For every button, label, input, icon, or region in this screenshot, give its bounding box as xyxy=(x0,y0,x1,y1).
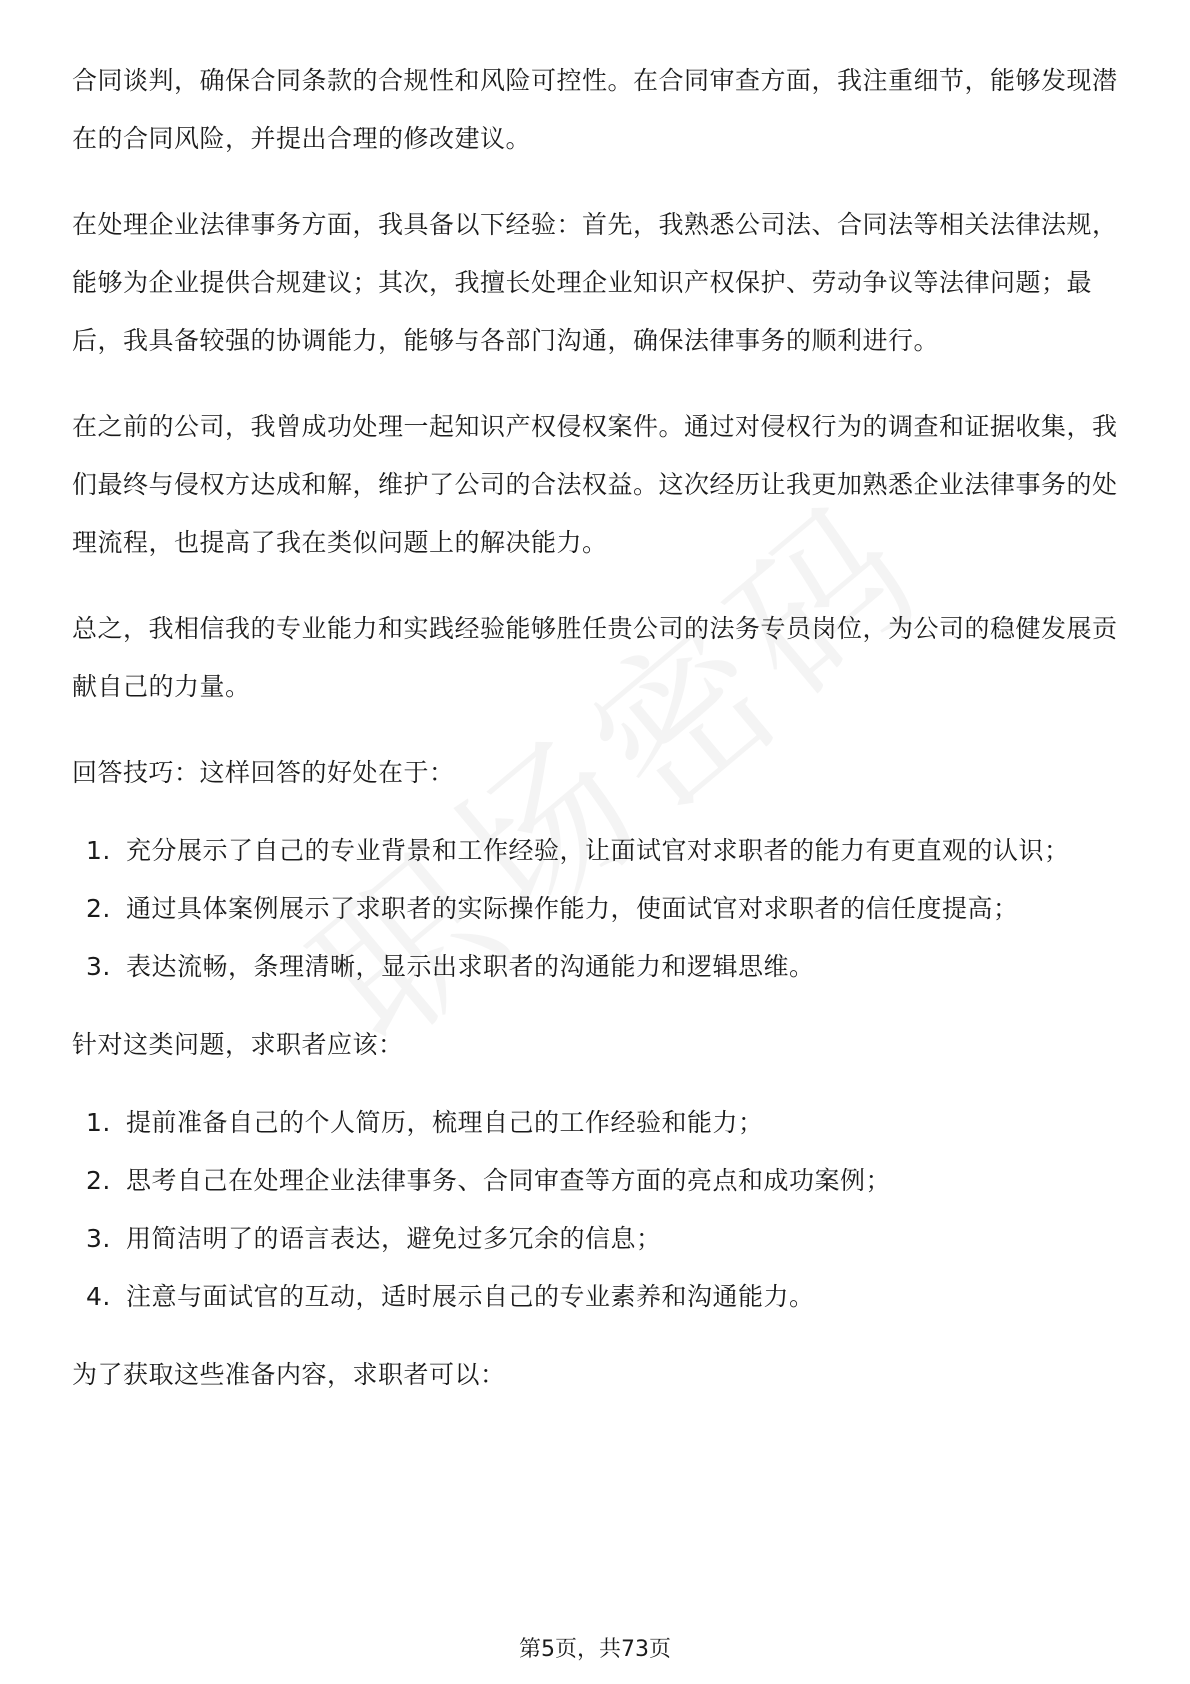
list-number: 4. xyxy=(86,1282,111,1311)
list-number: 3. xyxy=(86,952,111,981)
list-item xyxy=(72,1094,1118,1152)
tips-list xyxy=(72,822,1118,996)
closing-heading: 为了获取这些准备内容，求职者可以： xyxy=(72,1360,506,1389)
list-number: 3. xyxy=(86,1224,111,1253)
tips-heading: 回答技巧：这样回答的好处在于： xyxy=(72,758,455,787)
list-item xyxy=(72,938,1118,996)
paragraph: 合同谈判，确保合同条款的合规性和风险可控性。在合同审查方面，我注重细节，能够发现潜在的合同风险，并提出合理的修改建议。 xyxy=(72,66,1118,153)
paragraph: 在处理企业法律事务方面，我具备以下经验：首先，我熟悉公司法、合同法等相关法律法规，能够为企业提供合规建议；其次，我擅长处理企业知识产权保护、劳动争议等法律问题；最后，我具备较强的协调能力，能够与各部门沟通，确保法律事务的顺利进行。 xyxy=(72,210,1118,355)
list-text: 注意与面试官的互动，适时展示自己的专业素养和沟通能力。 xyxy=(126,1282,815,1311)
paragraph: 在之前的公司，我曾成功处理一起知识产权侵权案件。通过对侵权行为的调查和证据收集，我们最终与侵权方达成和解，维护了公司的合法权益。这次经历让我更加熟悉企业法律事务的处理流程，也提高了我在类似问题上的解决能力。 xyxy=(72,412,1118,557)
list-text: 通过具体案例展示了求职者的实际操作能力，使面试官对求职者的信任度提高； xyxy=(126,894,1019,923)
list-number: 1. xyxy=(86,1108,111,1137)
list-text: 表达流畅，条理清晰，显示出求职者的沟通能力和逻辑思维。 xyxy=(126,952,815,981)
list-item xyxy=(72,1210,1118,1268)
document-body xyxy=(72,52,1118,1436)
list-item xyxy=(72,880,1118,938)
list-number: 2. xyxy=(86,894,111,923)
page-footer: 第5页，共73页 xyxy=(519,1637,671,1662)
list-item xyxy=(72,1268,1118,1326)
list-number: 1. xyxy=(86,836,111,865)
list-number: 2. xyxy=(86,1166,111,1195)
list-text: 充分展示了自己的专业背景和工作经验，让面试官对求职者的能力有更直观的认识； xyxy=(126,836,1070,865)
advice-heading: 针对这类问题，求职者应该： xyxy=(72,1030,404,1059)
list-text: 思考自己在处理企业法律事务、合同审查等方面的亮点和成功案例； xyxy=(126,1166,892,1195)
list-text: 提前准备自己的个人简历，梳理自己的工作经验和能力； xyxy=(126,1108,764,1137)
list-item xyxy=(72,1152,1118,1210)
advice-list xyxy=(72,1094,1118,1326)
list-text: 用简洁明了的语言表达，避免过多冗余的信息； xyxy=(126,1224,662,1253)
paragraph: 总之，我相信我的专业能力和实践经验能够胜任贵公司的法务专员岗位，为公司的稳健发展贡献自己的力量。 xyxy=(72,614,1118,701)
list-item xyxy=(72,822,1118,880)
